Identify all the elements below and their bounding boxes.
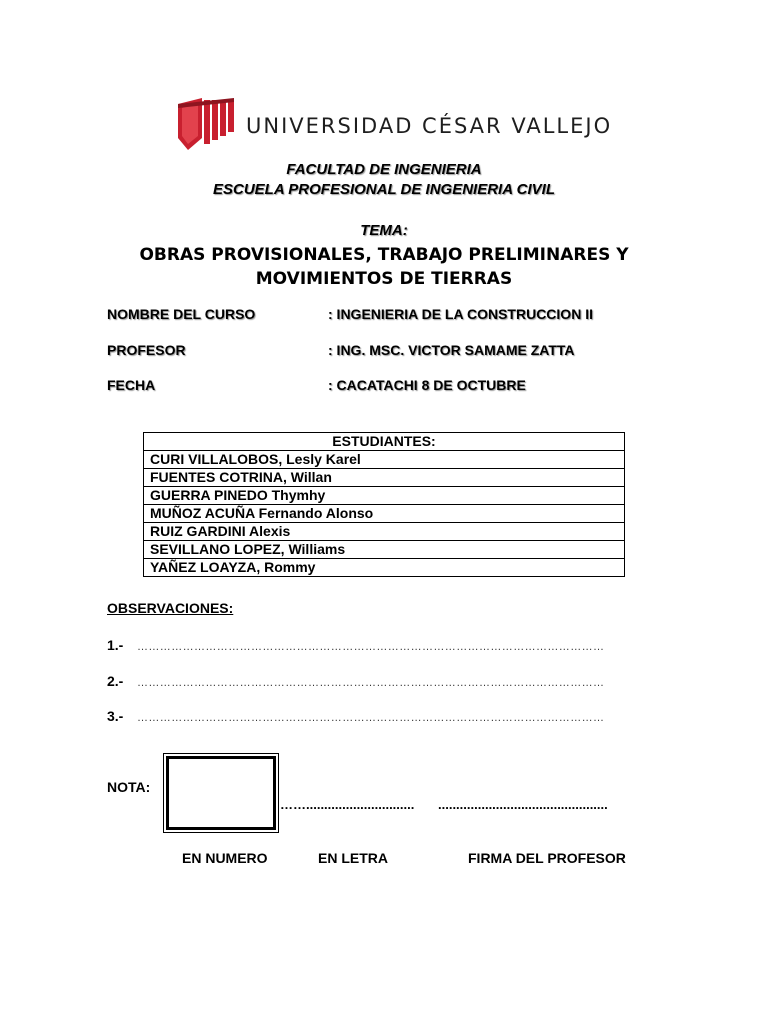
observation-line: …………………………………………………………………………………………………………… xyxy=(137,712,605,724)
table-row xyxy=(144,451,625,469)
table-row xyxy=(144,523,625,541)
student-name: YAÑEZ LOAYZA, Rommy xyxy=(144,559,625,577)
course-value: : INGENIERIA DE LA CONSTRUCCION II xyxy=(328,306,593,322)
students-header-row xyxy=(144,433,625,451)
observation-number: 2.- xyxy=(107,673,124,689)
observations-label: OBSERVACIONES: xyxy=(107,600,234,616)
professor-label: PROFESOR xyxy=(107,342,186,358)
table-row xyxy=(144,487,625,505)
observation-number: 3.- xyxy=(107,708,124,724)
title-line-2: MOVIMIENTOS DE TIERRAS xyxy=(255,269,513,289)
course-label: NOMBRE DEL CURSO xyxy=(107,306,256,322)
table-row xyxy=(144,469,625,487)
student-name: CURI VILLALOBOS, Lesly Karel xyxy=(144,451,625,469)
student-name: GUERRA PINEDO Thymhy xyxy=(144,487,625,505)
date-value: : CACATACHI 8 DE OCTUBRE xyxy=(328,377,526,393)
university-name: UNIVERSIDAD CÉSAR VALLEJO xyxy=(246,114,613,138)
date-label: FECHA xyxy=(107,377,156,393)
tema-label: TEMA: xyxy=(360,222,408,239)
signature-line: ............................................... xyxy=(438,797,608,812)
observation-line: …………………………………………………………………………………………………………… xyxy=(137,677,605,689)
student-name: RUIZ GARDINI Alexis xyxy=(144,523,625,541)
faculty-title: FACULTAD DE INGENIERIA xyxy=(286,161,482,178)
observation-line: …………………………………………………………………………………………………………… xyxy=(137,641,605,653)
student-name: FUENTES COTRINA, Willan xyxy=(144,469,625,487)
grade-box xyxy=(166,756,276,830)
caption-letter: EN LETRA xyxy=(318,850,388,866)
caption-number: EN NUMERO xyxy=(182,850,268,866)
title-line-1: OBRAS PROVISIONALES, TRABAJO PRELIMINARES Y xyxy=(139,245,629,265)
students-header: ESTUDIANTES: xyxy=(144,433,625,451)
professor-value: : ING. MSC. VICTOR SAMAME ZATTA xyxy=(328,342,575,358)
ucv-shield-icon xyxy=(178,98,234,150)
students-table xyxy=(143,432,625,577)
table-row xyxy=(144,505,625,523)
grade-letter-line: …….............................. xyxy=(280,797,415,812)
student-name: SEVILLANO LOPEZ, Williams xyxy=(144,541,625,559)
document-title xyxy=(0,243,768,291)
table-row xyxy=(144,559,625,577)
grade-label: NOTA: xyxy=(107,779,151,795)
school-title: ESCUELA PROFESIONAL DE INGENIERIA CIVIL xyxy=(213,181,555,198)
observation-number: 1.- xyxy=(107,637,124,653)
caption-signature: FIRMA DEL PROFESOR xyxy=(468,850,626,866)
student-name: MUÑOZ ACUÑA Fernando Alonso xyxy=(144,505,625,523)
table-row xyxy=(144,541,625,559)
